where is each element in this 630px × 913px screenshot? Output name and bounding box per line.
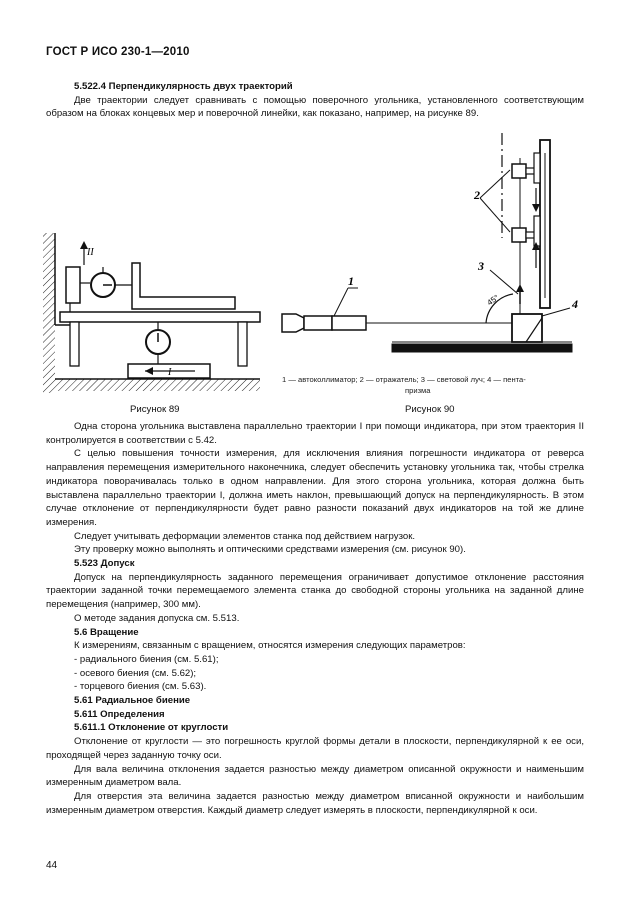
heading-5-523: 5.523 Допуск [74, 558, 135, 570]
figure-90 [280, 128, 580, 360]
heading-5-611-1: 5.611.1 Отклонение от круглости [74, 722, 229, 734]
machine-table [60, 312, 260, 322]
label-II: II [87, 247, 94, 258]
list-item-axial: - осевого биения (см. 5.62); [74, 667, 197, 679]
label-2: 2 [474, 188, 480, 202]
indicator-carrier [66, 267, 80, 303]
label-4: 4 [572, 297, 578, 311]
figure-90-caption: Рисунок 90 [405, 404, 455, 415]
heading-5-522-4: 5.522.4 Перпендикулярность двух траекторий [74, 81, 293, 92]
main-text [46, 420, 584, 817]
para-2: С целью повышения точности измерения, для исключения влияния погрешности индикатора от реверса направления перемещения измерительного наконечника, следует обеспечить установку угольника так, чтобы стрелка индикатора поворачивалась только в одном направлении. Для этого сторона угольника, которая должна быть выставлена параллельно траектории I, должна иметь наклон, превышающий допуск на перпендикулярность. В этом случае отклонение от перпендикулярности будет равно разности показаний двух индикаторов на той же длине измерения. [46, 448, 584, 528]
definition-1: Отклонение от круглости — это погрешность круглой формы детали в плоскости, перпендикулярной к ее оси, проходящей через заданную точку оси. [46, 736, 584, 761]
square [132, 263, 235, 309]
base-plate [392, 344, 572, 352]
para-4: Эту проверку можно выполнять и оптическими средствами измерения (см. рисунок 90). [74, 544, 466, 556]
definition-2: Для вала величина отклонения задается разностью между диаметром описанной окружности и наименьшим измеренным диаметром вала. [46, 763, 584, 789]
legend-line-1: 1 — автоколлиматор; 2 — отражатель; 3 — световой луч; 4 — пента- [282, 375, 526, 384]
para-3: Следует учитывать деформации элементов станка под действием нагрузок. [74, 530, 416, 542]
autocollimator-lens [282, 314, 304, 332]
label-3: 3 [478, 259, 484, 273]
definition-3: Для отверстия эта величина задается разностью между диаметром вписанной окружности и наибольшим измеренным диаметром отверстия. Каждый диаметр следует измерять в плоскости, перпендикулярной к оси. [46, 790, 584, 816]
list-item-radial: - радиального биения (см. 5.61); [74, 653, 219, 665]
page-number: 44 [46, 860, 58, 871]
text-5-522-4: Две траектории следует сравнивать с помощью поверочного угольника, установленного соответствующим образом на блоках концевых мер и поверочной линейки, как показано, например, на рисунке 89. [46, 94, 584, 120]
label-1: 1 [348, 274, 354, 288]
reflector-lower [512, 228, 526, 242]
page-header: ГОСТ Р ИСО 230-1—2010 [46, 46, 190, 58]
wall-hatch [43, 233, 55, 393]
legend-line-2: призма [405, 386, 431, 395]
para-1: Одна сторона угольника выставлена параллельно траектории I при помощи индикатора, при этом траектория II контролируется в соответствии с 5.42. [46, 421, 584, 446]
heading-5-6: 5.6 Вращение [74, 626, 139, 638]
ref-5-523: О методе задания допуска см. 5.513. [74, 612, 240, 624]
angle-label: 45° [485, 293, 501, 308]
figure-89 [40, 225, 265, 400]
pentaprism [512, 314, 542, 342]
section-5-522-4 [46, 80, 584, 121]
heading-5-611: 5.611 Определения [74, 708, 165, 720]
figure-89-caption: Рисунок 89 [130, 404, 180, 415]
label-I: I [168, 367, 172, 378]
heading-5-61: 5.61 Радиальное биение [74, 695, 191, 707]
floor-hatch [55, 379, 260, 391]
reflector-upper [512, 164, 526, 178]
figure-90-legend [282, 374, 582, 396]
text-5-523: Допуск на перпендикулярность заданного перемещения ограничивает допустимое отклонение расстояния траектории заданной точки перемещаемого элемента станка до свободной стороны угольника на заданной длине перемещения (например, 300 мм). [46, 571, 584, 611]
intro-5-6: К измерениям, связанным с вращением, относятся измерения следующих параметров: [74, 640, 466, 652]
autocollimator [304, 316, 332, 330]
list-item-face: - торцевого биения (см. 5.63). [74, 681, 207, 693]
